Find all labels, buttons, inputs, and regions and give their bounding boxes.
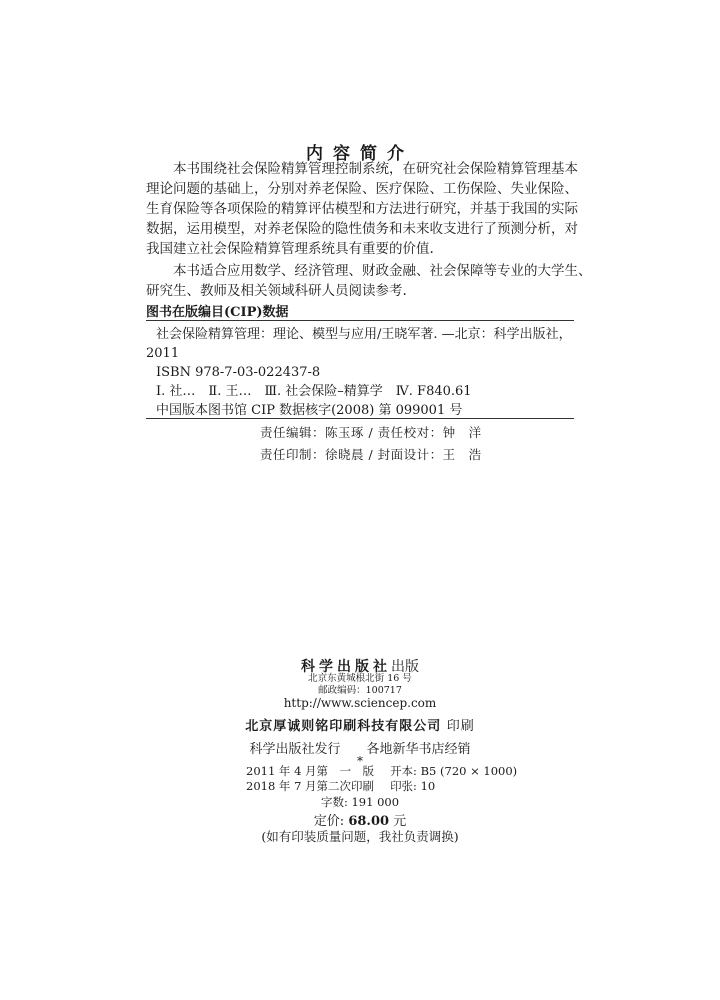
edition-row-1 [246, 764, 517, 779]
quality-note: (如有印装质量问题，我社负责调换) [261, 829, 459, 844]
summary-line: 研究生、教师及相关领域科研人员阅读参考. [146, 283, 407, 299]
printer-name: 北京厚诚则铭印刷科技有限公司 [245, 719, 442, 734]
credits-block [260, 422, 482, 466]
edition-format: 开本: B5 (720 × 1000) [390, 764, 518, 778]
printer-line [0, 715, 720, 734]
edition-row-2 [246, 779, 517, 794]
publisher-address-block [0, 673, 720, 697]
credits-editors: 责任编辑：陈玉琢 / 责任校对：钟 洋 [260, 425, 482, 440]
publisher-suffix: 出版 [391, 659, 419, 675]
credits-print-cover: 责任印制：徐晓晨 / 封面设计：王 浩 [260, 447, 482, 462]
summary-line: 本书适合应用数学、经济管理、财政金融、社会保障等专业的大学生、 [173, 263, 592, 279]
price-value: 68.00 [348, 814, 390, 829]
edition-reprint: 2018 年 7 月第二次印刷 [246, 779, 375, 793]
distribution-line: 科学出版社发行 各地新华书店经销 [249, 742, 471, 757]
publisher-url: http://www.sciencep.com [283, 696, 437, 710]
edition-block [246, 764, 517, 794]
cip-line-classification: Ⅰ. 社… Ⅱ. 王… Ⅲ. 社会保险–精算学 Ⅳ. F840.61 [156, 384, 472, 399]
summary-paragraph-1 [146, 159, 578, 259]
summary-line: 生育保险等各项保险的精算评估模型和方法进行研究，并基于我国的实际 [146, 201, 578, 217]
summary-line: 数据，运用模型，对养老保险的隐性债务和未来收支进行了预测分析，对 [146, 221, 578, 237]
publisher-postcode: 邮政编码：100717 [318, 685, 402, 696]
summary-paragraph-2 [146, 261, 592, 301]
cip-line-title: 社会保险精算管理：理论、模型与应用/王晓军著. —北京：科学出版社， [156, 327, 572, 342]
edition-first: 2011 年 4 月第 一 版 [246, 764, 375, 778]
cip-line-year: 2011 [146, 346, 180, 361]
cip-line-isbn: ISBN 978-7-03-022437-8 [156, 365, 321, 380]
cip-bottom-rule [146, 418, 574, 419]
summary-line: 本书围绕社会保险精算管理控制系统，在研究社会保险精算管理基本 [173, 161, 578, 177]
printer-suffix: 印刷 [446, 719, 475, 734]
summary-title: 内容简介 [306, 144, 414, 164]
publisher-address: 北京东黄城根北街 16 号 [308, 673, 412, 684]
publisher-name: 科学出版社 [301, 659, 391, 675]
summary-line: 理论问题的基础上，分别对养老保险、医疗保险、工伤保险、失业保险、 [146, 181, 578, 197]
edition-sheets: 印张: 10 [390, 779, 436, 793]
cip-block [146, 325, 576, 420]
price-label: 定价: [313, 814, 345, 829]
cip-line-data-number: 中国版本图书馆 CIP 数据核字(2008) 第 099001 号 [156, 403, 463, 418]
separator-star: * [357, 754, 363, 768]
summary-line: 我国建立社会保险精算管理系统具有重要的价值. [146, 241, 434, 257]
price-unit: 元 [393, 814, 407, 829]
cip-top-rule [146, 320, 574, 321]
cip-heading: 图书在版编目(CIP)数据 [146, 305, 289, 320]
word-count: 字数: 191 000 [320, 795, 400, 809]
